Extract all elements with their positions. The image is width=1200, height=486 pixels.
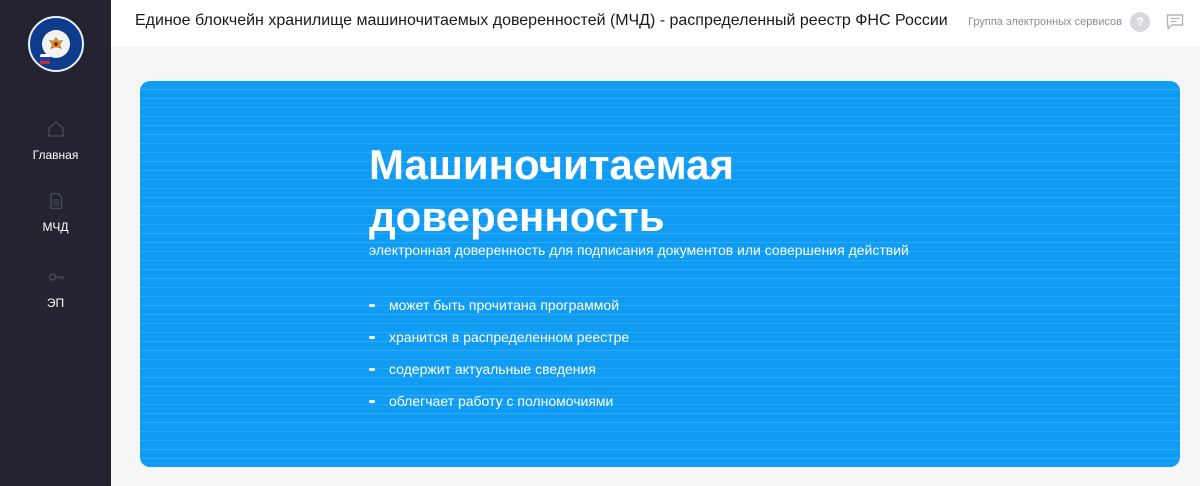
feature-text: содержит актуальные сведения — [389, 361, 596, 377]
list-item — [369, 353, 629, 385]
sidebar-item-ep[interactable] — [0, 268, 111, 310]
feedback-icon[interactable] — [1166, 13, 1184, 31]
document-icon — [47, 192, 65, 210]
bullet-icon — [369, 368, 375, 371]
feature-text: может быть прочитана программой — [389, 297, 620, 313]
sidebar-item-home[interactable] — [0, 120, 111, 162]
bullet-icon — [369, 336, 375, 339]
hero-title: Машиночитаемая доверенность — [369, 141, 734, 240]
list-item — [369, 289, 629, 321]
sidebar — [0, 0, 111, 486]
group-services-link[interactable]: Группа электронных сервисов — [968, 16, 1122, 28]
page-title: Единое блокчейн хранилище машиночитаемых доверенностей (МЧД) - распределенный реестр ФНС России — [135, 12, 948, 29]
feature-text: облегчает работу с полномочиями — [389, 393, 614, 409]
home-icon — [47, 120, 65, 138]
sidebar-item-mchd[interactable] — [0, 192, 111, 234]
list-item — [369, 385, 629, 417]
sidebar-item-label: ЭП — [46, 296, 65, 310]
feature-text: хранится в распределенном реестре — [389, 329, 630, 345]
logo-container[interactable] — [0, 0, 111, 88]
bullet-icon — [369, 400, 375, 403]
key-icon — [47, 268, 65, 286]
bullet-icon — [369, 304, 375, 307]
help-button[interactable] — [1130, 12, 1150, 32]
list-item — [369, 321, 629, 353]
hero-banner — [140, 81, 1180, 467]
header — [111, 0, 1200, 47]
fns-emblem-icon[interactable] — [28, 16, 84, 72]
sidebar-item-label: МЧД — [42, 220, 69, 234]
feature-list — [369, 289, 629, 417]
sidebar-item-label: Главная — [32, 148, 79, 162]
hero-subtitle: электронная доверенность для подписания документов или совершения действий — [369, 242, 909, 258]
help-icon: ? — [1136, 15, 1144, 29]
